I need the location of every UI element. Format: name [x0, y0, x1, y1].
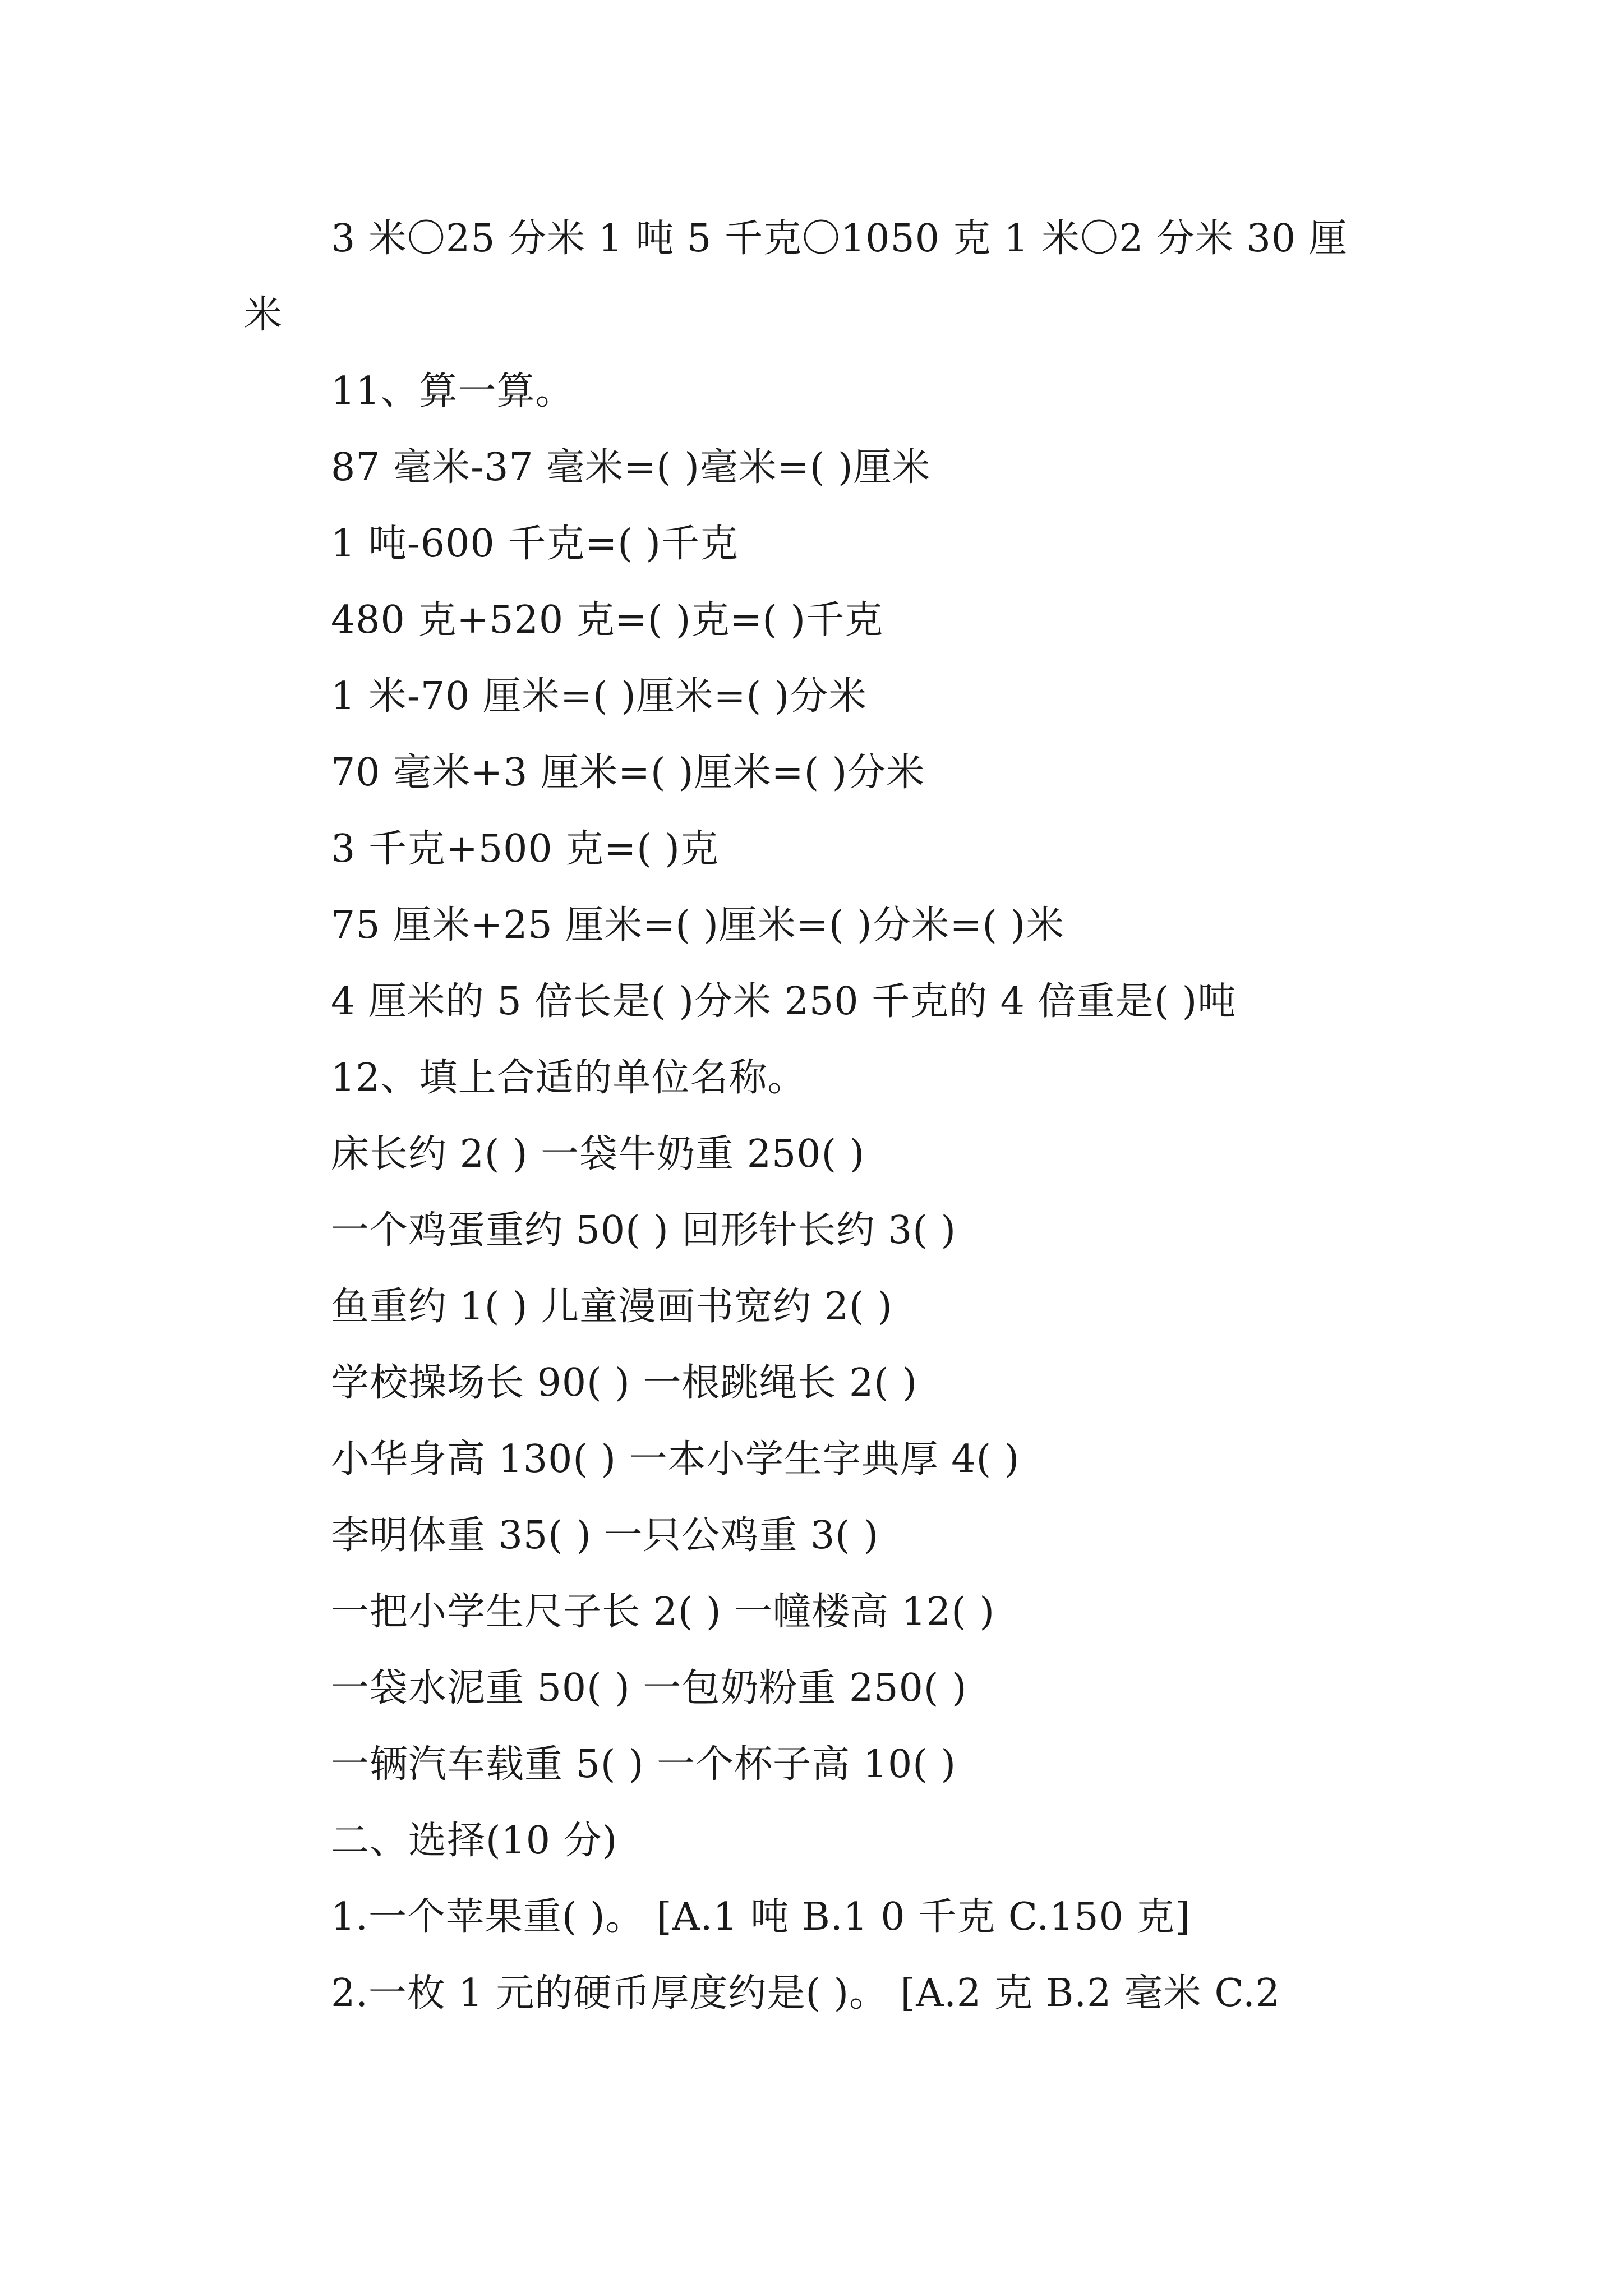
section-2-heading: 二、选择(10 分): [331, 1819, 618, 1863]
calc-item-1: 87 毫米-37 毫米=( )毫米=( )厘米: [331, 445, 931, 490]
unit-item-9: 一辆汽车载重 5( ) 一个杯子高 10( ): [331, 1742, 956, 1787]
calc-item-2: 1 吨-600 千克=( )千克: [331, 522, 739, 566]
unit-item-2: 一个鸡蛋重约 50( ) 回形针长约 3( ): [331, 1208, 956, 1253]
section-12-heading: 12、填上合适的单位名称。: [331, 1056, 806, 1100]
calc-item-5: 70 毫米+3 厘米=( )厘米=( )分米: [331, 751, 925, 795]
unit-item-4: 学校操场长 90( ) 一根跳绳长 2( ): [331, 1361, 917, 1405]
section-11-heading: 11、算一算。: [331, 369, 574, 413]
calc-item-3: 480 克+520 克=( )克=( )千克: [331, 598, 884, 642]
unit-item-5: 小华身高 130( ) 一本小学生字典厚 4( ): [331, 1437, 1020, 1481]
unit-item-6: 李明体重 35( ) 一只公鸡重 3( ): [331, 1513, 879, 1558]
unit-item-8: 一袋水泥重 50( ) 一包奶粉重 250( ): [331, 1666, 967, 1710]
calc-item-7: 75 厘米+25 厘米=( )厘米=( )分米=( )米: [331, 903, 1065, 947]
choice-item-2: 2.一枚 1 元的硬币厚度约是( )。 [A.2 克 B.2 毫米 C.2: [331, 1971, 1280, 2016]
choice-item-1: 1.一个苹果重( )。 [A.1 吨 B.1 0 千克 C.150 克]: [331, 1895, 1191, 1939]
compare-units-line: 3 米〇25 分米 1 吨 5 千克〇1050 克 1 米〇2 分米 30 厘: [331, 217, 1348, 261]
calc-item-4: 1 米-70 厘米=( )厘米=( )分米: [331, 674, 868, 719]
compare-units-line-wrap: 米: [244, 293, 283, 337]
unit-item-3: 鱼重约 1( ) 儿童漫画书宽约 2( ): [331, 1285, 893, 1329]
calc-item-8: 4 厘米的 5 倍长是( )分米 250 千克的 4 倍重是( )吨: [331, 979, 1237, 1024]
calc-item-6: 3 千克+500 克=( )克: [331, 827, 719, 871]
unit-item-1: 床长约 2( ) 一袋牛奶重 250( ): [331, 1132, 865, 1176]
unit-item-7: 一把小学生尺子长 2( ) 一幢楼高 12( ): [331, 1590, 995, 1634]
